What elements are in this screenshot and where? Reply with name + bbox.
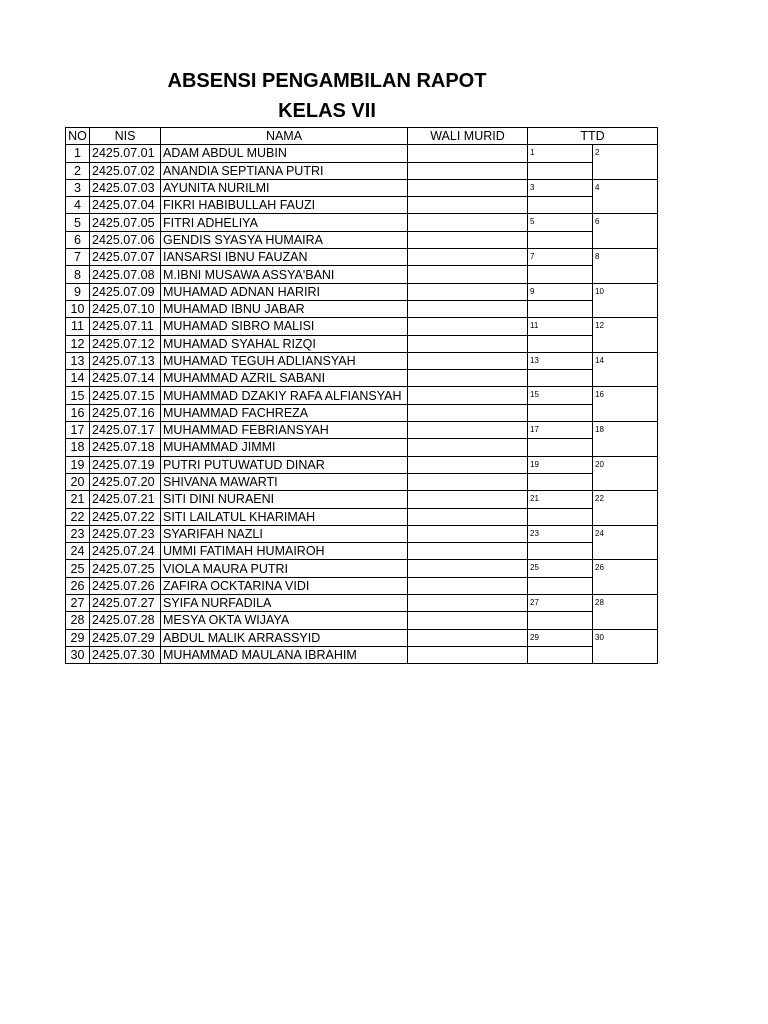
- table-row: [66, 283, 658, 300]
- row-nama: SITI LAILATUL KHARIMAH: [161, 508, 408, 525]
- ttd-signature-space[interactable]: [528, 577, 593, 594]
- table-row: [66, 318, 658, 335]
- wali-murid-cell[interactable]: [408, 439, 528, 456]
- row-nis: 2425.07.24: [90, 543, 161, 560]
- row-nama: ANANDIA SEPTIANA PUTRI: [161, 162, 408, 179]
- ttd-signature-space[interactable]: [528, 370, 593, 387]
- row-no: 11: [66, 318, 90, 335]
- table-row: [66, 629, 658, 646]
- wali-murid-cell[interactable]: [408, 595, 528, 612]
- wali-murid-cell[interactable]: [408, 629, 528, 646]
- row-nama: MUHAMAD ADNAN HARIRI: [161, 283, 408, 300]
- table-row: [66, 145, 658, 162]
- table-row: [66, 422, 658, 439]
- row-nama: AYUNITA NURILMI: [161, 179, 408, 196]
- row-nis: 2425.07.23: [90, 525, 161, 542]
- ttd-signature-cell[interactable]: 18: [593, 422, 658, 457]
- row-no: 3: [66, 179, 90, 196]
- table-header-row: [66, 128, 658, 145]
- ttd-signature-cell[interactable]: 27: [528, 595, 593, 612]
- ttd-signature-cell[interactable]: 29: [528, 629, 593, 646]
- wali-murid-cell[interactable]: [408, 646, 528, 663]
- table-row: [66, 560, 658, 577]
- wali-murid-cell[interactable]: [408, 560, 528, 577]
- row-no: 4: [66, 197, 90, 214]
- ttd-signature-cell[interactable]: 17: [528, 422, 593, 439]
- ttd-signature-space[interactable]: [528, 439, 593, 456]
- ttd-signature-cell[interactable]: 25: [528, 560, 593, 577]
- row-no: 9: [66, 283, 90, 300]
- wali-murid-cell[interactable]: [408, 179, 528, 196]
- table-row: [66, 249, 658, 266]
- row-nama: VIOLA MAURA PUTRI: [161, 560, 408, 577]
- ttd-signature-cell[interactable]: 21: [528, 491, 593, 508]
- row-nama: UMMI FATIMAH HUMAIROH: [161, 543, 408, 560]
- row-nama: MUHAMMAD AZRIL SABANI: [161, 370, 408, 387]
- ttd-signature-cell[interactable]: 3: [528, 179, 593, 196]
- table-row: [66, 214, 658, 231]
- row-nama: SYARIFAH NAZLI: [161, 525, 408, 542]
- row-nis: 2425.07.10: [90, 300, 161, 317]
- wali-murid-cell[interactable]: [408, 231, 528, 248]
- wali-murid-cell[interactable]: [408, 387, 528, 404]
- ttd-signature-cell[interactable]: 19: [528, 456, 593, 473]
- wali-murid-cell[interactable]: [408, 145, 528, 162]
- ttd-signature-cell[interactable]: 20: [593, 456, 658, 491]
- ttd-signature-space[interactable]: [528, 197, 593, 214]
- row-nis: 2425.07.29: [90, 629, 161, 646]
- row-no: 20: [66, 473, 90, 490]
- row-no: 24: [66, 543, 90, 560]
- ttd-signature-space[interactable]: [528, 162, 593, 179]
- row-nama: FITRI ADHELIYA: [161, 214, 408, 231]
- header-no: NO: [66, 128, 90, 145]
- ttd-signature-space[interactable]: [528, 543, 593, 560]
- table-row: [66, 352, 658, 369]
- table-row: [66, 646, 658, 663]
- ttd-signature-space[interactable]: [528, 266, 593, 283]
- table-row: [66, 335, 658, 352]
- wali-murid-cell[interactable]: [408, 612, 528, 629]
- row-no: 25: [66, 560, 90, 577]
- wali-murid-cell[interactable]: [408, 508, 528, 525]
- wali-murid-cell[interactable]: [408, 318, 528, 335]
- table-row: [66, 231, 658, 248]
- ttd-signature-space[interactable]: [528, 646, 593, 663]
- wali-murid-cell[interactable]: [408, 422, 528, 439]
- attendance-table: [65, 127, 658, 664]
- row-nis: 2425.07.05: [90, 214, 161, 231]
- row-nis: 2425.07.07: [90, 249, 161, 266]
- ttd-signature-cell[interactable]: 7: [528, 249, 593, 266]
- header-ttd: TTD: [528, 128, 658, 145]
- row-nis: 2425.07.27: [90, 595, 161, 612]
- table-row: [66, 508, 658, 525]
- row-nis: 2425.07.22: [90, 508, 161, 525]
- row-nis: 2425.07.13: [90, 352, 161, 369]
- ttd-signature-cell[interactable]: 28: [593, 595, 658, 630]
- row-no: 29: [66, 629, 90, 646]
- table-row: [66, 491, 658, 508]
- wali-murid-cell[interactable]: [408, 283, 528, 300]
- ttd-signature-space[interactable]: [528, 300, 593, 317]
- row-no: 7: [66, 249, 90, 266]
- row-no: 23: [66, 525, 90, 542]
- row-nama: MUHAMAD TEGUH ADLIANSYAH: [161, 352, 408, 369]
- wali-murid-cell[interactable]: [408, 473, 528, 490]
- row-no: 18: [66, 439, 90, 456]
- ttd-signature-cell[interactable]: 4: [593, 179, 658, 214]
- ttd-signature-space[interactable]: [528, 612, 593, 629]
- row-no: 2: [66, 162, 90, 179]
- row-nama: PUTRI PUTUWATUD DINAR: [161, 456, 408, 473]
- row-no: 12: [66, 335, 90, 352]
- row-nama: GENDIS SYASYA HUMAIRA: [161, 231, 408, 248]
- wali-murid-cell[interactable]: [408, 249, 528, 266]
- row-nama: MUHAMMAD FACHREZA: [161, 404, 408, 421]
- row-no: 21: [66, 491, 90, 508]
- ttd-signature-cell[interactable]: 13: [528, 352, 593, 369]
- row-nis: 2425.07.15: [90, 387, 161, 404]
- row-nama: MUHAMAD SYAHAL RIZQI: [161, 335, 408, 352]
- wali-murid-cell[interactable]: [408, 352, 528, 369]
- row-no: 15: [66, 387, 90, 404]
- row-nama: ADAM ABDUL MUBIN: [161, 145, 408, 162]
- row-no: 22: [66, 508, 90, 525]
- row-nama: MUHAMAD IBNU JABAR: [161, 300, 408, 317]
- row-nis: 2425.07.04: [90, 197, 161, 214]
- wali-murid-cell[interactable]: [408, 456, 528, 473]
- wali-murid-cell[interactable]: [408, 525, 528, 542]
- ttd-signature-space[interactable]: [528, 404, 593, 421]
- row-nis: 2425.07.21: [90, 491, 161, 508]
- table-row: [66, 577, 658, 594]
- wali-murid-cell[interactable]: [408, 214, 528, 231]
- row-nis: 2425.07.08: [90, 266, 161, 283]
- ttd-signature-space[interactable]: [528, 335, 593, 352]
- ttd-signature-cell[interactable]: 30: [593, 629, 658, 664]
- table-row: [66, 266, 658, 283]
- page-title: ABSENSI PENGAMBILAN RAPOT: [167, 70, 487, 92]
- row-nis: 2425.07.12: [90, 335, 161, 352]
- row-no: 6: [66, 231, 90, 248]
- wali-murid-cell[interactable]: [408, 197, 528, 214]
- ttd-signature-cell[interactable]: 24: [593, 525, 658, 560]
- row-nama: SHIVANA MAWARTI: [161, 473, 408, 490]
- ttd-signature-cell[interactable]: 5: [528, 214, 593, 231]
- table-row: [66, 612, 658, 629]
- ttd-signature-cell[interactable]: 16: [593, 387, 658, 422]
- table-row: [66, 473, 658, 490]
- row-nama: ZAFIRA OCKTARINA VIDI: [161, 577, 408, 594]
- ttd-signature-space[interactable]: [528, 473, 593, 490]
- wali-murid-cell[interactable]: [408, 543, 528, 560]
- ttd-signature-cell[interactable]: 23: [528, 525, 593, 542]
- row-nama: MUHAMMAD JIMMI: [161, 439, 408, 456]
- ttd-signature-cell[interactable]: 9: [528, 283, 593, 300]
- row-no: 10: [66, 300, 90, 317]
- table-row: [66, 595, 658, 612]
- row-nis: 2425.07.20: [90, 473, 161, 490]
- wali-murid-cell[interactable]: [408, 300, 528, 317]
- row-no: 28: [66, 612, 90, 629]
- ttd-signature-cell[interactable]: 22: [593, 491, 658, 526]
- row-no: 27: [66, 595, 90, 612]
- ttd-signature-cell[interactable]: 15: [528, 387, 593, 404]
- row-nama: MESYA OKTA WIJAYA: [161, 612, 408, 629]
- row-nis: 2425.07.25: [90, 560, 161, 577]
- row-no: 19: [66, 456, 90, 473]
- table-row: [66, 439, 658, 456]
- row-no: 1: [66, 145, 90, 162]
- row-nis: 2425.07.18: [90, 439, 161, 456]
- row-nama: SITI DINI NURAENI: [161, 491, 408, 508]
- wali-murid-cell[interactable]: [408, 491, 528, 508]
- table-row: [66, 404, 658, 421]
- wali-murid-cell[interactable]: [408, 335, 528, 352]
- wali-murid-cell[interactable]: [408, 266, 528, 283]
- row-nama: MUHAMMAD DZAKIY RAFA ALFIANSYAH: [161, 387, 408, 404]
- header-nama: NAMA: [161, 128, 408, 145]
- table-row: [66, 179, 658, 196]
- row-nis: 2425.07.03: [90, 179, 161, 196]
- row-nama: MUHAMAD SIBRO MALISI: [161, 318, 408, 335]
- wali-murid-cell[interactable]: [408, 370, 528, 387]
- table-row: [66, 197, 658, 214]
- ttd-signature-cell[interactable]: 12: [593, 318, 658, 353]
- row-nis: 2425.07.19: [90, 456, 161, 473]
- row-nama: FIKRI HABIBULLAH FAUZI: [161, 197, 408, 214]
- row-no: 14: [66, 370, 90, 387]
- table-row: [66, 162, 658, 179]
- header-wali-murid: WALI MURID: [408, 128, 528, 145]
- ttd-signature-cell[interactable]: 11: [528, 318, 593, 335]
- header-nis: NIS: [90, 128, 161, 145]
- table-row: [66, 543, 658, 560]
- ttd-signature-cell[interactable]: 10: [593, 283, 658, 318]
- row-no: 13: [66, 352, 90, 369]
- ttd-signature-space[interactable]: [528, 508, 593, 525]
- ttd-signature-cell[interactable]: 6: [593, 214, 658, 249]
- row-nama: MUHAMMAD FEBRIANSYAH: [161, 422, 408, 439]
- table-row: [66, 525, 658, 542]
- row-nama: SYIFA NURFADILA: [161, 595, 408, 612]
- wali-murid-cell[interactable]: [408, 577, 528, 594]
- row-nama: IANSARSI IBNU FAUZAN: [161, 249, 408, 266]
- row-nis: 2425.07.06: [90, 231, 161, 248]
- table-row: [66, 300, 658, 317]
- ttd-signature-cell[interactable]: 8: [593, 249, 658, 284]
- ttd-signature-cell[interactable]: 2: [593, 145, 658, 180]
- row-no: 16: [66, 404, 90, 421]
- ttd-signature-space[interactable]: [528, 231, 593, 248]
- row-nis: 2425.07.01: [90, 145, 161, 162]
- row-nis: 2425.07.11: [90, 318, 161, 335]
- row-nis: 2425.07.30: [90, 646, 161, 663]
- row-nis: 2425.07.14: [90, 370, 161, 387]
- row-nis: 2425.07.09: [90, 283, 161, 300]
- row-nis: 2425.07.17: [90, 422, 161, 439]
- ttd-signature-cell[interactable]: 1: [528, 145, 593, 162]
- row-no: 8: [66, 266, 90, 283]
- row-nis: 2425.07.16: [90, 404, 161, 421]
- ttd-signature-cell[interactable]: 26: [593, 560, 658, 595]
- row-no: 30: [66, 646, 90, 663]
- table-row: [66, 456, 658, 473]
- row-nis: 2425.07.26: [90, 577, 161, 594]
- row-no: 17: [66, 422, 90, 439]
- page-subtitle: KELAS VII: [278, 100, 376, 122]
- row-nama: MUHAMMAD MAULANA IBRAHIM: [161, 646, 408, 663]
- table-row: [66, 387, 658, 404]
- row-no: 26: [66, 577, 90, 594]
- row-nama: ABDUL MALIK ARRASSYID: [161, 629, 408, 646]
- row-nis: 2425.07.28: [90, 612, 161, 629]
- row-nama: M.IBNI MUSAWA ASSYA'BANI: [161, 266, 408, 283]
- table-row: [66, 370, 658, 387]
- row-nis: 2425.07.02: [90, 162, 161, 179]
- row-no: 5: [66, 214, 90, 231]
- wali-murid-cell[interactable]: [408, 404, 528, 421]
- wali-murid-cell[interactable]: [408, 162, 528, 179]
- ttd-signature-cell[interactable]: 14: [593, 352, 658, 387]
